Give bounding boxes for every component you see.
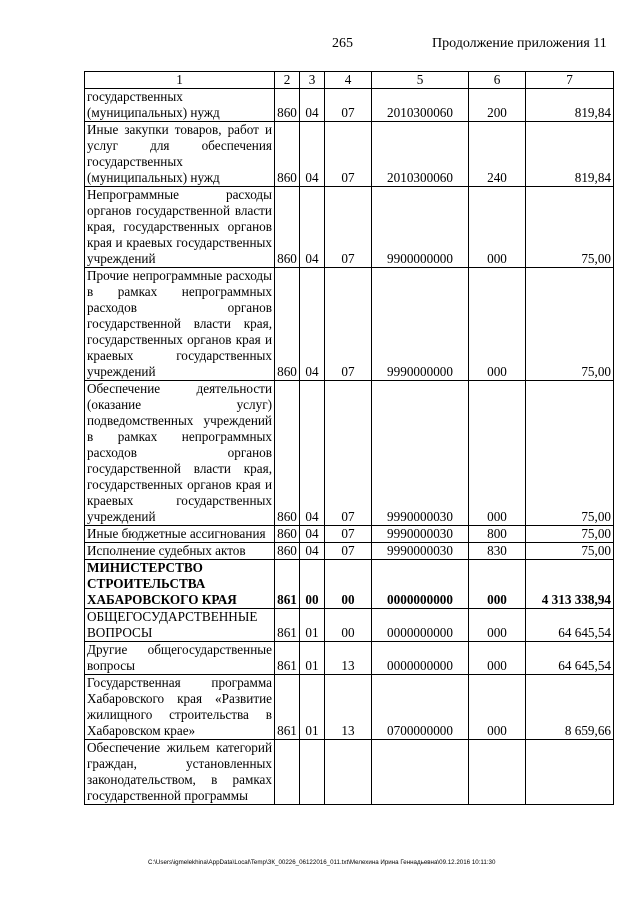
table-row (85, 89, 614, 122)
column-header: 7 (526, 72, 614, 89)
column-header: 3 (300, 72, 325, 89)
row-value-cell: 13 (325, 675, 372, 740)
row-name-cell: Иные бюджетные ассигнования (85, 526, 275, 543)
column-header: 4 (325, 72, 372, 89)
row-value-cell: 861 (275, 609, 300, 642)
row-value-cell: 00 (300, 560, 325, 609)
row-value-cell: 75,00 (526, 187, 614, 268)
row-value-cell: 07 (325, 543, 372, 560)
row-value-cell: 75,00 (526, 543, 614, 560)
row-value-cell (325, 740, 372, 805)
row-value-cell: 819,84 (526, 89, 614, 122)
row-value-cell: 07 (325, 526, 372, 543)
table-row (85, 381, 614, 526)
column-header: 5 (372, 72, 469, 89)
row-value-cell: 00 (325, 560, 372, 609)
row-value-cell (469, 740, 526, 805)
row-value-cell: 9990000000 (372, 268, 469, 381)
row-value-cell: 07 (325, 122, 372, 187)
table-row (85, 609, 614, 642)
budget-table-body (85, 72, 614, 805)
row-value-cell: 0000000000 (372, 609, 469, 642)
row-name-cell: МИНИСТЕРСТВО СТРОИТЕЛЬСТВА ХАБАРОВСКОГО КРАЯ (85, 560, 275, 609)
row-value-cell: 04 (300, 187, 325, 268)
table-row (85, 122, 614, 187)
row-name-cell: Прочие непрограммные расходы в рамках непрограммных расходов органов государственной власти края, государственных органов края и краевых государственных учреждений (85, 268, 275, 381)
row-name-cell: Обеспечение жильем категорий граждан, установленных законодательством, в рамках государственной программы (85, 740, 275, 805)
page-number: 265 (332, 36, 353, 51)
row-value-cell: 861 (275, 560, 300, 609)
row-value-cell: 800 (469, 526, 526, 543)
table-row (85, 642, 614, 675)
row-value-cell: 0000000000 (372, 560, 469, 609)
row-value-cell: 2010300060 (372, 89, 469, 122)
row-value-cell: 0700000000 (372, 675, 469, 740)
budget-table (84, 71, 614, 805)
row-value-cell: 9900000000 (372, 187, 469, 268)
row-name-cell: ОБЩЕГОСУДАРСТВЕННЫЕ ВОПРОСЫ (85, 609, 275, 642)
row-value-cell: 64 645,54 (526, 642, 614, 675)
row-value-cell: 9990000030 (372, 526, 469, 543)
row-value-cell: 64 645,54 (526, 609, 614, 642)
row-value-cell (300, 740, 325, 805)
row-value-cell: 860 (275, 122, 300, 187)
appendix-continuation-title: Продолжение приложения 11 (432, 36, 607, 51)
row-value-cell: 0000000000 (372, 642, 469, 675)
row-value-cell: 240 (469, 122, 526, 187)
row-value-cell: 04 (300, 381, 325, 526)
row-value-cell: 860 (275, 268, 300, 381)
row-value-cell: 860 (275, 187, 300, 268)
row-value-cell: 75,00 (526, 526, 614, 543)
row-value-cell: 000 (469, 268, 526, 381)
row-value-cell: 000 (469, 642, 526, 675)
row-value-cell: 01 (300, 609, 325, 642)
row-value-cell: 2010300060 (372, 122, 469, 187)
row-value-cell: 13 (325, 642, 372, 675)
row-name-cell: Обеспечение деятельности (оказание услуг) подведомственных учреждений в рамках непрограммных расходов органов государственной власти края, государственных органов края и краевых государственных учреждений (85, 381, 275, 526)
row-name-cell: Другие общегосударственные вопросы (85, 642, 275, 675)
row-value-cell: 000 (469, 675, 526, 740)
row-value-cell: 04 (300, 543, 325, 560)
row-value-cell: 75,00 (526, 268, 614, 381)
row-value-cell: 860 (275, 89, 300, 122)
column-header: 6 (469, 72, 526, 89)
column-header: 1 (85, 72, 275, 89)
row-value-cell: 000 (469, 609, 526, 642)
row-value-cell: 07 (325, 268, 372, 381)
row-value-cell: 04 (300, 89, 325, 122)
table-row (85, 543, 614, 560)
row-value-cell: 860 (275, 526, 300, 543)
row-value-cell (275, 740, 300, 805)
row-name-cell: Непрограммные расходы органов государственной власти края, государственных органов края и краевых государственных учреждений (85, 187, 275, 268)
row-value-cell: 860 (275, 543, 300, 560)
row-value-cell: 04 (300, 526, 325, 543)
table-row (85, 187, 614, 268)
row-value-cell: 830 (469, 543, 526, 560)
row-name-cell: Исполнение судебных актов (85, 543, 275, 560)
row-value-cell: 01 (300, 642, 325, 675)
table-row (85, 526, 614, 543)
file-path-footer: C:\Users\igmelekhina\AppData\Local\Temp\ЗК_00226_06122016_011.txt\Мелехина Ирина Геннадьевна\09.12.2016 10:11:30 (148, 859, 496, 866)
row-value-cell: 75,00 (526, 381, 614, 526)
row-value-cell: 9990000030 (372, 381, 469, 526)
row-value-cell: 000 (469, 381, 526, 526)
row-value-cell: 01 (300, 675, 325, 740)
row-value-cell: 04 (300, 122, 325, 187)
table-row (85, 740, 614, 805)
row-value-cell: 4 313 338,94 (526, 560, 614, 609)
row-value-cell: 04 (300, 268, 325, 381)
row-value-cell: 07 (325, 381, 372, 526)
row-value-cell: 819,84 (526, 122, 614, 187)
row-value-cell: 200 (469, 89, 526, 122)
column-number-row (85, 72, 614, 89)
row-value-cell: 8 659,66 (526, 675, 614, 740)
table-row (85, 268, 614, 381)
row-value-cell: 9990000030 (372, 543, 469, 560)
column-header: 2 (275, 72, 300, 89)
table-row (85, 560, 614, 609)
row-value-cell: 07 (325, 187, 372, 268)
row-value-cell: 860 (275, 381, 300, 526)
row-value-cell: 07 (325, 89, 372, 122)
row-name-cell: государственных (муниципальных) нужд (85, 89, 275, 122)
table-row (85, 675, 614, 740)
row-value-cell: 00 (325, 609, 372, 642)
row-value-cell: 861 (275, 642, 300, 675)
row-value-cell: 861 (275, 675, 300, 740)
row-name-cell: Иные закупки товаров, работ и услуг для обеспечения государственных (муниципальных) нужд (85, 122, 275, 187)
row-value-cell: 000 (469, 187, 526, 268)
row-name-cell: Государственная программа Хабаровского края «Развитие жилищного строительства в Хабаровском крае» (85, 675, 275, 740)
row-value-cell: 000 (469, 560, 526, 609)
row-value-cell (372, 740, 469, 805)
row-value-cell (526, 740, 614, 805)
